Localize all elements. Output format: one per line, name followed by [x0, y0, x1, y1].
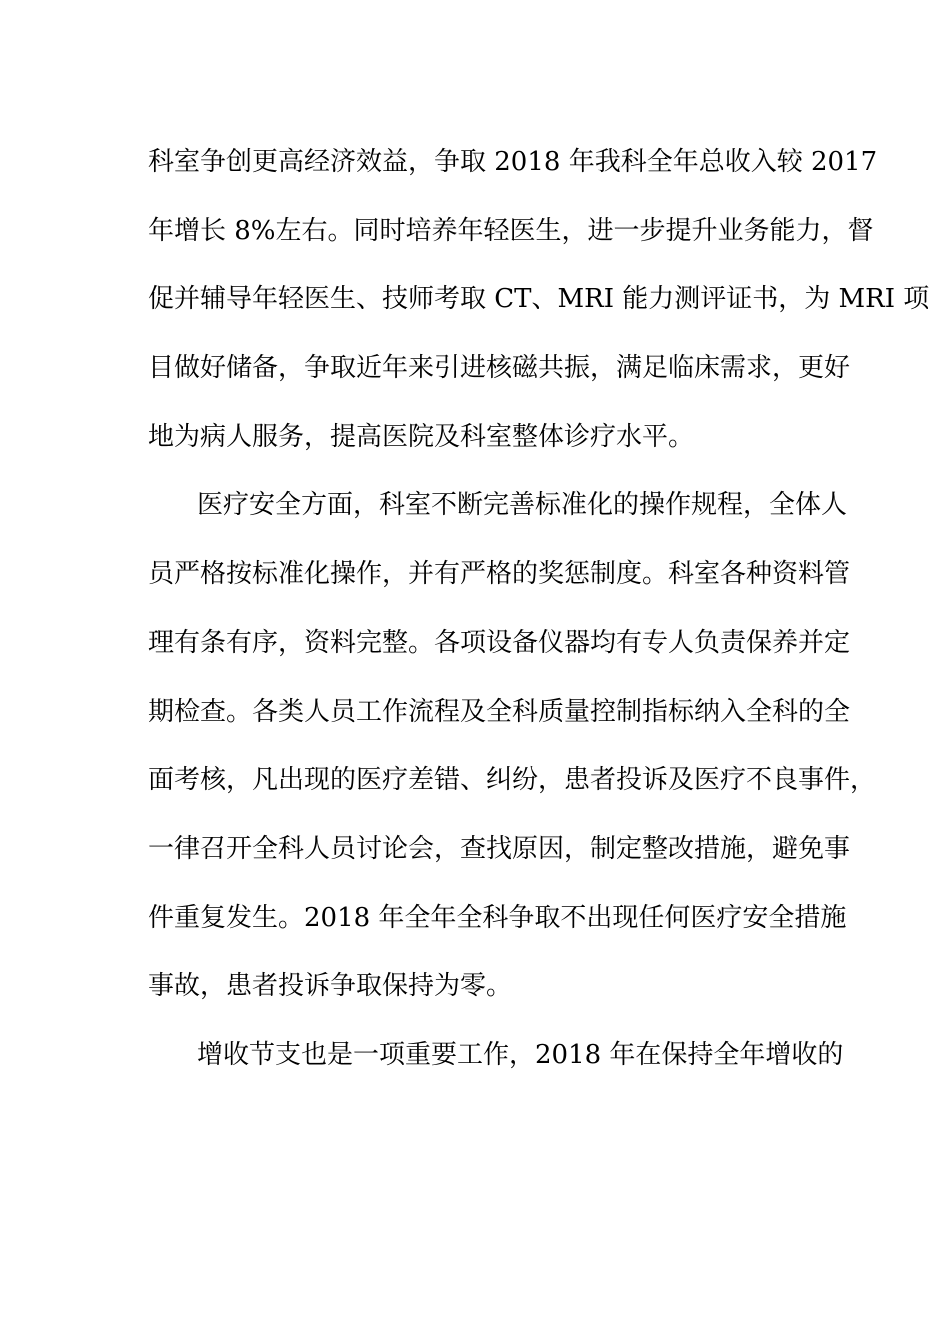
text-line: 件重复发生。2018 年全年全科争取不出现任何医疗安全措施	[148, 902, 847, 933]
text-line: 一律召开全科人员讨论会，查找原因，制定整改措施，避免事	[148, 833, 851, 864]
text-line: 面考核，凡出现的医疗差错、纠纷，患者投诉及医疗不良事件，	[148, 765, 877, 796]
body-text	[148, 128, 930, 1090]
text-line: 医疗安全方面，科室不断完善标准化的操作规程，全体人	[197, 490, 848, 521]
text-line: 年增长 8%左右。同时培养年轻医生，进一步提升业务能力，督	[148, 215, 874, 246]
text-line: 促并辅导年轻医生、技师考取 CT、MRI 能力测评证书，为 MRI 项	[148, 284, 930, 315]
text-line: 事故，患者投诉争取保持为零。	[148, 971, 513, 1002]
paragraph-medical-safety	[148, 471, 877, 1021]
paragraph-cost-saving	[148, 1021, 844, 1090]
text-line: 地为病人服务，提高医院及科室整体诊疗水平。	[148, 421, 695, 452]
text-line: 科室争创更高经济效益，争取 2018 年我科全年总收入较 2017	[148, 147, 878, 177]
paragraph-revenue	[148, 128, 930, 471]
text-line: 目做好储备，争取近年来引进核磁共振，满足临床需求，更好	[148, 353, 851, 384]
text-line: 增收节支也是一项重要工作，2018 年在保持全年增收的	[197, 1039, 844, 1070]
text-line: 员严格按标准化操作，并有严格的奖惩制度。科室各种资料管	[148, 559, 851, 590]
text-line: 理有条有序，资料完整。各项设备仪器均有专人负责保养并定	[148, 627, 851, 658]
text-line: 期检查。各类人员工作流程及全科质量控制指标纳入全科的全	[148, 696, 851, 727]
